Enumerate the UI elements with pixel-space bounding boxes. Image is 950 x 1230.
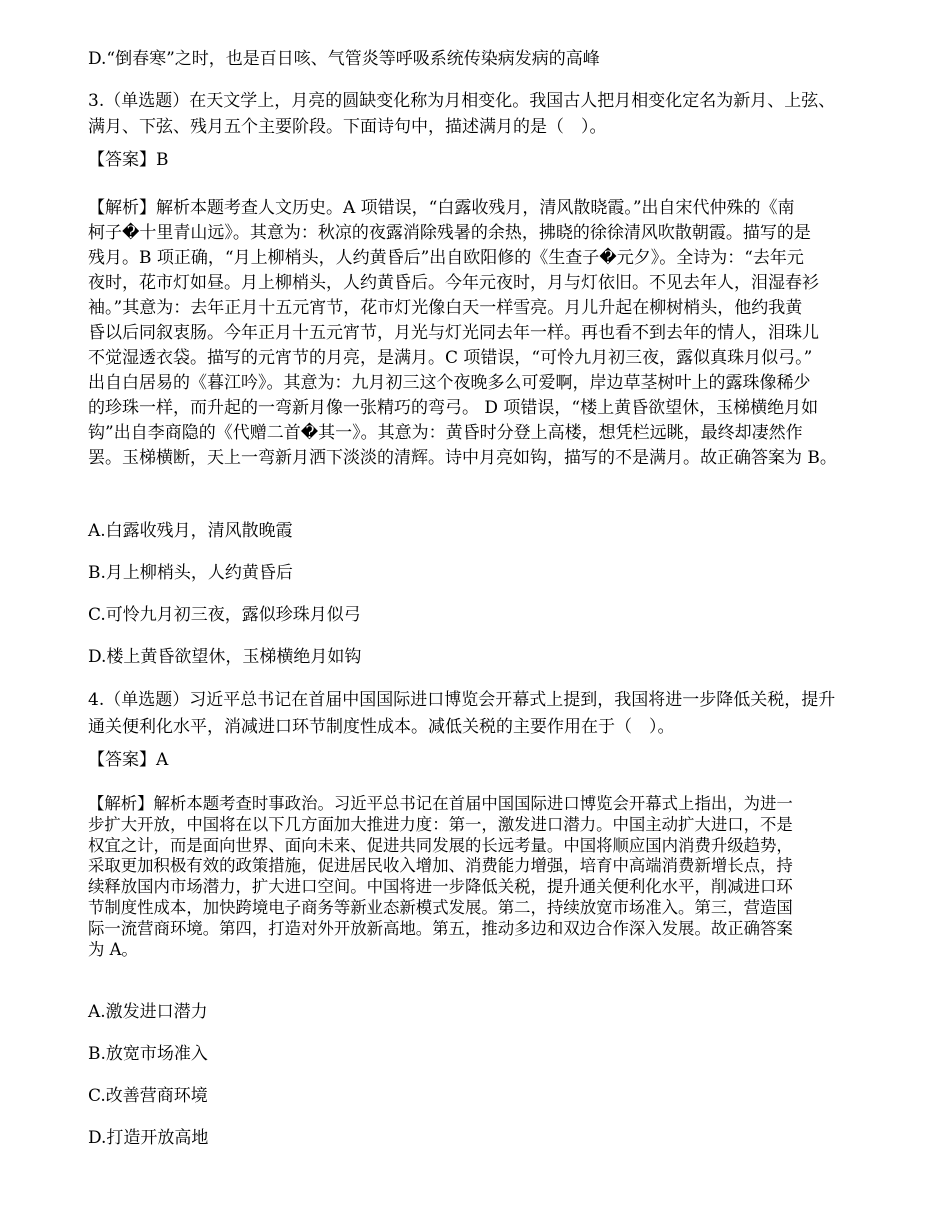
q4-analysis-line: 【解析】解析本题考查时事政治。习近平总书记在首届中国国际进口博览会开幕式上指出，为进一	[88, 794, 793, 813]
q4-analysis	[88, 794, 793, 960]
q4-option-a: A.激发进口潜力	[88, 1002, 208, 1022]
q3-analysis-line: 【解析】解析本题考查人文历史。A 项错误，“白露收残月，清风散晓霞。”出自宋代仲殊的《南	[88, 198, 795, 218]
q3-option-d: D.楼上黄昏欲望休，玉梯横绝月如钩	[88, 647, 362, 667]
q3-analysis-line: 不觉湿透衣袋。描写的元宵节的月亮，是满月。C 项错误，“可怜九月初三夜，露似真珠月似弓。”	[88, 348, 813, 368]
q3-analysis	[88, 196, 837, 471]
q4-analysis-line: 采取更加积极有效的政策措施，促进居民收入增加、消费能力增强，培育中高端消费新增长点，持	[88, 856, 793, 876]
q3-option-c: C.可怜九月初三夜，露似珍珠月似弓	[88, 605, 361, 625]
q3-analysis-line: 出自白居易的《暮江吟》。其意为：九月初三这个夜晚多么可爱啊，岸边草茎树叶上的露珠像稀少	[88, 373, 811, 393]
q3-analysis-line: 残月。B 项正确，“月上柳梢头，人约黄昏后”出自欧阳修的《生查子�元夕》。全诗为：“去年元	[88, 248, 804, 268]
q3-stem-line-2: 满月、下弦、残月五个主要阶段。下面诗句中，描述满月的是（ ）。	[88, 117, 607, 137]
q4-analysis-line: 为 A。	[88, 939, 138, 959]
q4-option-b: B.放宽市场准入	[88, 1044, 208, 1064]
q3-analysis-line: 夜时，花市灯如昼。月上柳梢头，人约黄昏后。今年元夜时，月与灯依旧。不见去年人，泪湿春衫	[88, 273, 819, 293]
q4-analysis-line: 节制度性成本，加快跨境电子商务等新业态新模式发展。第二，持续放宽市场准入。第三，营造国	[88, 897, 793, 917]
q3-analysis-line: 昏以后同叙衷肠。今年正月十五元宵节，月光与灯光同去年一样。再也看不到去年的情人，泪珠儿	[88, 323, 819, 343]
q4-option-d: D.打造开放高地	[88, 1128, 209, 1148]
q4-analysis-line: 续释放国内市场潜力，扩大进口空间。中国将进一步降低关税，提升通关便利化水平，削减进口环	[88, 877, 793, 897]
q4-analysis-line: 步扩大开放，中国将在以下几方面加大推进力度：第一，激发进口潜力。中国主动扩大进口，不是	[88, 814, 793, 834]
q3-analysis-line: 的珍珠一样，而升起的一弯新月像一张精巧的弯弓。 D 项错误，“楼上黄昏欲望休，玉梯横绝月如	[88, 398, 819, 418]
q4-option-c: C.改善营商环境	[88, 1086, 208, 1106]
q4-analysis-line: 权宜之计，而是面向世界、面向未来、促进共同发展的长远考量。中国将顺应国内消费升级趋势，	[88, 835, 793, 855]
q2-option-d: D.“倒春寒”之时，也是百日咳、气管炎等呼吸系统传染病发病的高峰	[88, 49, 600, 69]
q4-stem-line-1: 4.（单选题）习近平总书记在首届中国国际进口博览会开幕式上提到，我国将进一步降低关税，提升	[88, 690, 836, 710]
q3-stem-line-1: 3.（单选题）在天文学上，月亮的圆缺变化称为月相变化。我国古人把月相变化定名为新月、上弦、	[88, 91, 836, 111]
q3-analysis-line: 柯子�十里青山远》。其意为：秋凉的夜露消除残暑的余热，拂晓的徐徐清风吹散朝霞。描写的是	[88, 223, 811, 243]
q3-analysis-line: 袖。”其意为：去年正月十五元宵节，花市灯光像白天一样雪亮。月儿升起在柳树梢头，他约我黄	[88, 298, 803, 318]
q3-option-b: B.月上柳梢头，人约黄昏后	[88, 563, 293, 583]
q3-option-a: A.白露收残月，清风散晚霞	[88, 521, 293, 541]
q3-analysis-line: 钩”出自李商隐的《代赠二首�其一》。其意为：黄昏时分登上高楼，想凭栏远眺，最终却凄然作	[88, 423, 803, 443]
q4-answer: 【答案】A	[88, 750, 169, 770]
q4-analysis-line: 际一流营商环境。第四，打造对外开放新高地。第五，推动多边和双边合作深入发展。故正确答案	[88, 918, 793, 938]
q4-stem-line-2: 通关便利化水平，消减进口环节制度性成本。减低关税的主要作用在于（ ）。	[88, 717, 675, 737]
q3-answer: 【答案】B	[88, 150, 169, 170]
q3-analysis-line: 罢。玉梯横断，天上一弯新月洒下淡淡的清辉。诗中月亮如钩，描写的不是满月。故正确答案为 B。	[88, 448, 837, 468]
